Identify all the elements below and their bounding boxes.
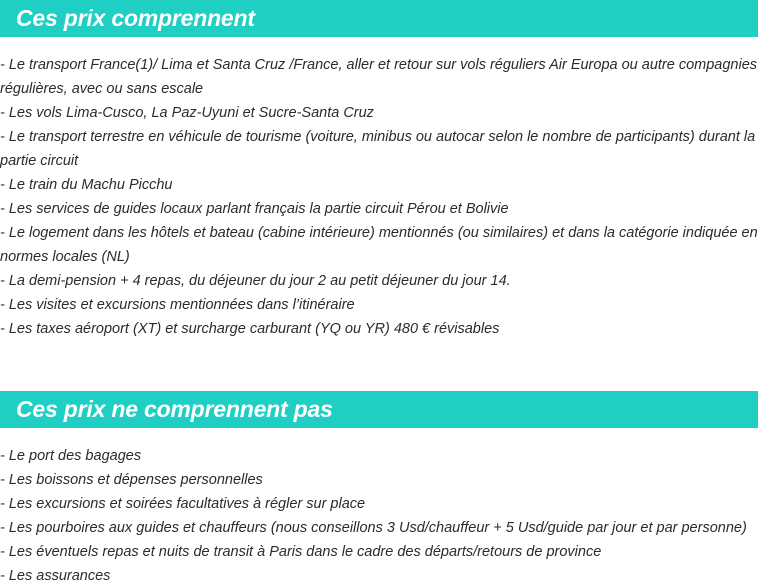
included-list (0, 53, 758, 341)
included-section-title: Ces prix comprennent (0, 0, 758, 37)
list-item: - Les éventuels repas et nuits de transit à Paris dans le cadre des départs/retours de province (0, 544, 602, 560)
excluded-section-title: Ces prix ne comprennent pas (0, 391, 758, 428)
list-item: - Les assurances (0, 568, 111, 584)
list-item: - Le port des bagages (0, 448, 142, 464)
list-item: - Les boissons et dépenses personnelles (0, 472, 263, 488)
list-item: - Le transport France(1)/ Lima et Santa Cruz /France, aller et retour sur vols réguliers Air Europa ou autre compagnies régulières, avec ou sans escale (0, 57, 758, 97)
list-item: - Le logement dans les hôtels et bateau (cabine intérieure) mentionnés (ou similaires) et dans la catégorie indiquée en normes locales (NL) (0, 225, 758, 265)
list-item: - Le train du Machu Picchu (0, 177, 173, 193)
list-item: - Les taxes aéroport (XT) et surcharge carburant (YQ ou YR) 480 € révisables (0, 321, 500, 337)
list-item: - Le transport terrestre en véhicule de tourisme (voiture, minibus ou autocar selon le nombre de participants) durant la partie circuit (0, 129, 756, 169)
list-item: - Les services de guides locaux parlant français la partie circuit Pérou et Bolivie (0, 201, 509, 217)
list-item: - Les vols Lima-Cusco, La Paz-Uyuni et Sucre-Santa Cruz (0, 105, 374, 121)
list-item: - La demi-pension + 4 repas, du déjeuner du jour 2 au petit déjeuner du jour 14. (0, 273, 511, 289)
list-item: - Les pourboires aux guides et chauffeurs (nous conseillons 3 Usd/chauffeur + 5 Usd/guide par jour et par personne) (0, 520, 747, 536)
excluded-list (0, 444, 758, 588)
list-item: - Les visites et excursions mentionnées dans l’itinéraire (0, 297, 355, 313)
list-item: - Les excursions et soirées facultatives à régler sur place (0, 496, 366, 512)
